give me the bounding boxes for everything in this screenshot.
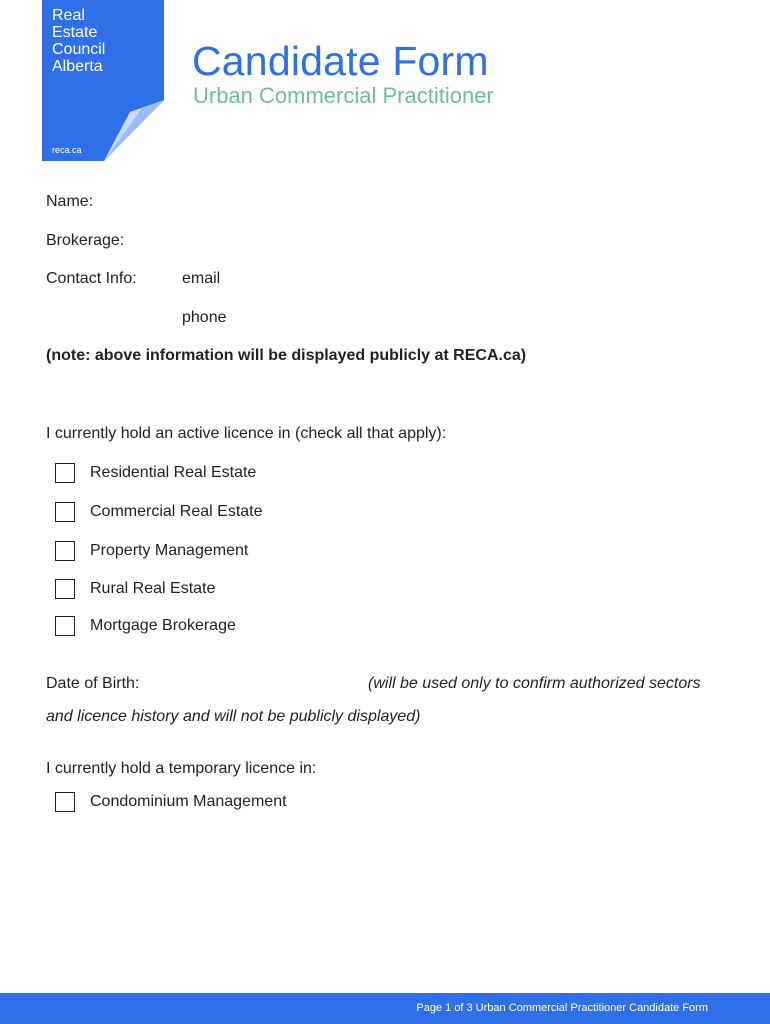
rural-checkbox[interactable] xyxy=(55,579,75,599)
brokerage-label: Brokerage: xyxy=(46,232,125,249)
reca-logo xyxy=(42,0,164,161)
active-licence-prompt: I currently hold an active licence in (check all that apply): xyxy=(46,425,447,442)
date-of-birth-label: Date of Birth: xyxy=(46,675,140,692)
contact-info-label: Contact Info: xyxy=(46,270,137,287)
name-label: Name: xyxy=(46,193,94,210)
condominium-label: Condominium Management xyxy=(90,793,287,810)
phone-label: phone xyxy=(182,309,227,326)
logo-wordmark xyxy=(52,7,105,75)
temporary-option-condominium[interactable] xyxy=(55,790,287,814)
property-management-label: Property Management xyxy=(90,542,249,559)
mortgage-checkbox[interactable] xyxy=(55,616,75,636)
licence-option-rural[interactable] xyxy=(55,577,215,601)
logo-url: reca.ca xyxy=(52,145,82,155)
dob-note-line-1: (will be used only to confirm authorized sectors xyxy=(368,675,701,692)
logo-line-3: Council xyxy=(52,41,106,58)
logo-line-1: Real xyxy=(52,7,85,24)
form-title: Candidate Form xyxy=(192,38,489,84)
licence-option-residential[interactable] xyxy=(55,461,256,485)
condominium-checkbox[interactable] xyxy=(55,792,75,812)
licence-option-commercial[interactable] xyxy=(55,500,263,524)
mortgage-label: Mortgage Brokerage xyxy=(90,617,236,634)
licence-option-property-management[interactable] xyxy=(55,539,248,563)
email-label: email xyxy=(182,270,221,287)
temporary-licence-prompt: I currently hold a temporary licence in: xyxy=(46,760,317,777)
page-footer xyxy=(0,993,770,1024)
property-management-checkbox[interactable] xyxy=(55,541,75,561)
residential-checkbox[interactable] xyxy=(55,463,75,483)
public-display-note: (note: above information will be displayed publicly at RECA.ca) xyxy=(46,347,527,364)
commercial-label: Commercial Real Estate xyxy=(90,503,263,520)
residential-label: Residential Real Estate xyxy=(90,464,257,481)
dob-note-line-2: and licence history and will not be publicly displayed) xyxy=(46,708,421,725)
rural-label: Rural Real Estate xyxy=(90,580,216,597)
form-subtitle: Urban Commercial Practitioner xyxy=(193,83,494,108)
logo-line-4: Alberta xyxy=(52,58,103,75)
footer-page-info: Page 1 of 3 Urban Commercial Practitioner Candidate Form xyxy=(416,1002,708,1014)
commercial-checkbox[interactable] xyxy=(55,502,75,522)
logo-line-2: Estate xyxy=(52,24,98,41)
licence-option-mortgage[interactable] xyxy=(55,614,236,638)
